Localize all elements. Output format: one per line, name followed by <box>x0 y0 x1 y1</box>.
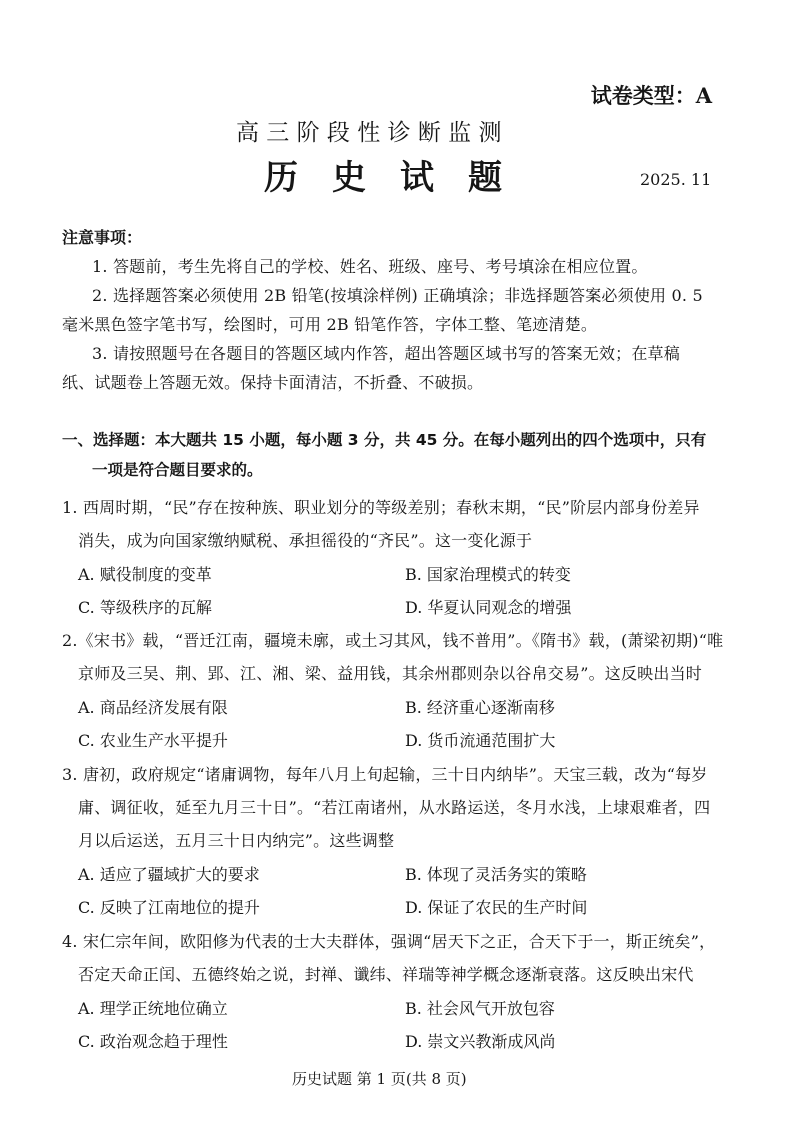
question-3-option-b[interactable]: B. 体现了灵活务实的策略 <box>405 865 587 884</box>
question-2-line-2: 京师及三吴、荆、郢、江、湘、梁、益用钱，其余州郡则杂以谷帛交易”。这反映出当时 <box>78 664 702 683</box>
question-4-option-d[interactable]: D. 崇文兴教渐成风尚 <box>405 1032 556 1051</box>
question-4-line-2: 否定天命正闰、五德终始之说，封禅、谶纬、祥瑞等神学概念逐渐衰落。这反映出宋代 <box>78 965 694 984</box>
notice-item-2-line-1: 2. 选择题答案必须使用 2B 铅笔(按填涂样例) 正确填涂；非选择题答案必须使用 0. 5 <box>92 286 703 305</box>
page-title: 历 史 试 题 <box>264 158 502 198</box>
question-1-option-d[interactable]: D. 华夏认同观念的增强 <box>405 598 572 617</box>
question-3-line-2: 庸、调征收，延至九月三十日”。“若江南诸州，从水路运送，冬月水浅，上埭艰难者，四 <box>78 798 711 817</box>
question-2-option-c[interactable]: C. 农业生产水平提升 <box>78 731 228 750</box>
question-2-line-1: 2.《宋书》载，“晋迁江南，疆境未廓，或土习其风，钱不普用”。《隋书》载，(萧梁初期)“唯 <box>62 631 724 650</box>
notice-heading: 注意事项： <box>62 228 143 247</box>
question-4-line-1: 4. 宋仁宗年间，欧阳修为代表的士大夫群体，强调“居天下之正，合天下于一，斯正统矣”， <box>62 932 716 951</box>
question-2-option-d[interactable]: D. 货币流通范围扩大 <box>405 731 556 750</box>
notice-item-3-line-1: 3. 请按照题号在各题目的答题区域内作答，超出答题区域书写的答案无效；在草稿 <box>92 344 680 363</box>
question-2-option-a[interactable]: A. 商品经济发展有限 <box>78 698 228 717</box>
question-1-line-1: 1. 西周时期，“民”存在按种族、职业划分的等级差别；春秋末期，“民”阶层内部身份差异 <box>62 498 700 517</box>
question-1-option-a[interactable]: A. 赋役制度的变革 <box>78 565 212 584</box>
question-3-option-a[interactable]: A. 适应了疆域扩大的要求 <box>78 865 260 884</box>
question-4-option-b[interactable]: B. 社会风气开放包容 <box>405 999 555 1018</box>
question-3-option-d[interactable]: D. 保证了农民的生产时间 <box>405 898 588 917</box>
section-instruction-line-2: 一项是符合题目要求的。 <box>92 461 263 479</box>
page-footer: 历史试题 第 1 页(共 8 页) <box>292 1070 467 1088</box>
question-4-option-a[interactable]: A. 理学正统地位确立 <box>78 999 228 1018</box>
exam-subtitle: 高 三 阶 段 性 诊 断 监 测 <box>236 120 502 146</box>
question-2-option-b[interactable]: B. 经济重心逐渐南移 <box>405 698 555 717</box>
paper-type-label: 试卷类型：A <box>590 83 712 108</box>
question-3-line-3: 月以后运送，五月三十日内纳完”。这些调整 <box>78 831 395 850</box>
question-1-option-b[interactable]: B. 国家治理模式的转变 <box>405 565 571 584</box>
notice-item-1: 1. 答题前，考生先将自己的学校、姓名、班级、座号、考号填涂在相应位置。 <box>92 257 648 276</box>
section-instruction-line-1: 一、选择题：本大题共 15 小题，每小题 3 分，共 45 分。在每小题列出的四个选项中，只有 <box>62 431 707 449</box>
notice-item-2-line-2: 毫米黑色签字笔书写，绘图时，可用 2B 铅笔作答，字体工整、笔迹清楚。 <box>62 315 598 334</box>
exam-date: 2025. 11 <box>640 170 712 189</box>
question-1-option-c[interactable]: C. 等级秩序的瓦解 <box>78 598 212 617</box>
question-3-line-1: 3. 唐初，政府规定“诸庸调物，每年八月上旬起输，三十日内纳毕”。天宝三载，改为“每岁 <box>62 765 708 784</box>
question-3-option-c[interactable]: C. 反映了江南地位的提升 <box>78 898 260 917</box>
notice-item-3-line-2: 纸、试题卷上答题无效。保持卡面清洁，不折叠、不破损。 <box>62 373 484 392</box>
question-4-option-c[interactable]: C. 政治观念趋于理性 <box>78 1032 228 1051</box>
question-1-line-2: 消失，成为向国家缴纳赋税、承担徭役的“齐民”。这一变化源于 <box>78 531 533 550</box>
